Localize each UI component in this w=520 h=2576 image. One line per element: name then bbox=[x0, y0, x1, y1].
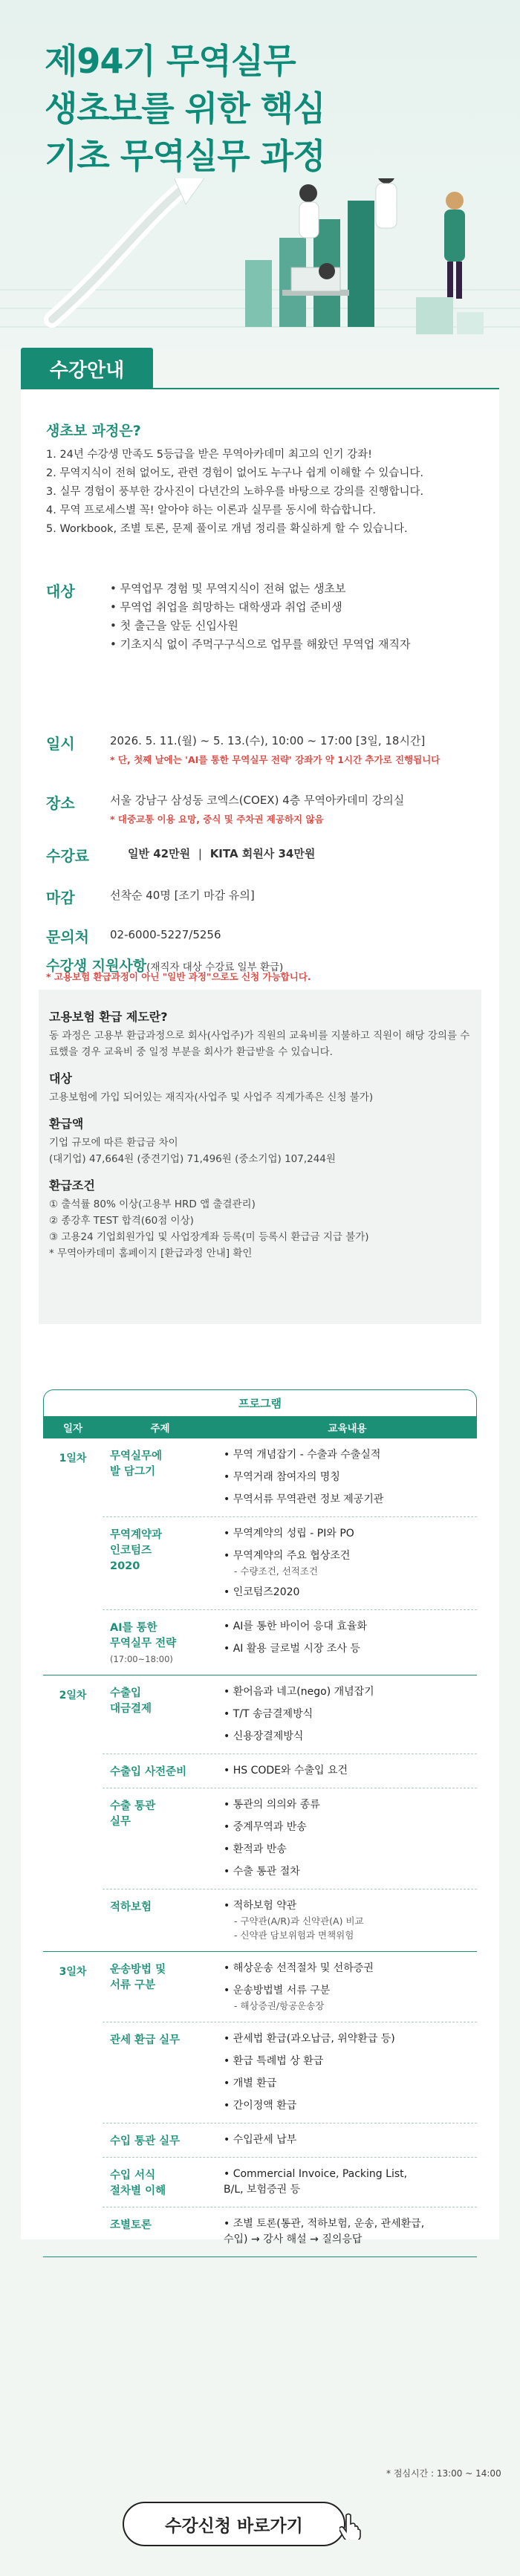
fee-label: 수강료 bbox=[46, 847, 89, 865]
content-item-text: • 중계무역과 반송 bbox=[224, 1821, 307, 1833]
hero-banner bbox=[0, 0, 520, 349]
subject-cell bbox=[103, 1754, 218, 1788]
content-item bbox=[224, 2216, 477, 2248]
subject-cell bbox=[103, 1610, 218, 1675]
content-item-text: • 무역계약의 주요 협상조건 bbox=[224, 1550, 351, 1562]
subject-cell bbox=[103, 1438, 218, 1516]
table-row bbox=[103, 2124, 477, 2158]
content-item-text: • 수출 통관 절차 bbox=[224, 1866, 300, 1878]
refund-question: 고용보험 환급 제도란? bbox=[49, 1010, 168, 1024]
divider bbox=[21, 388, 499, 389]
content-item bbox=[224, 2076, 477, 2092]
content-cell bbox=[218, 1788, 477, 1889]
refund-question-text: 동 과정은 고용부 환급과정으로 회사(사업주)가 직원의 교육비를 지불하고 직원이 해당 강의를 수료했을 경우 교육비 중 일정 부분을 회사가 환급받을 수 있습니다. bbox=[49, 1030, 470, 1058]
content-item-text: • 환적과 반송 bbox=[224, 1843, 287, 1855]
table-row bbox=[103, 1438, 477, 1517]
content-item-text: • 관세법 환급(과오납금, 위약환급 등) bbox=[224, 2033, 395, 2045]
fee-value bbox=[128, 845, 315, 863]
place-text: 서울 강남구 삼성동 코엑스(COEX) 4층 무역아카데미 강의실 bbox=[110, 794, 405, 807]
subject-text: 무역계약과 인코텀즈 2020 bbox=[110, 1529, 163, 1572]
course-intro bbox=[46, 420, 423, 539]
table-row bbox=[103, 1952, 477, 2022]
content-cell bbox=[218, 1517, 477, 1609]
date-note: * 단, 첫째 날에는 'AI를 통한 무역실무 전략' 강좌가 약 1시간 추가로 진행됩니다 bbox=[110, 754, 441, 765]
content-item-text: • Commercial Invoice, Packing List, B/L, 보험증권 등 bbox=[224, 2168, 408, 2196]
refund-condition-line: ② 종강후 TEST 합격(60점 이상) bbox=[49, 1215, 194, 1227]
content-item-text: • 통관의 의의와 종류 bbox=[224, 1799, 320, 1811]
table-row bbox=[103, 1889, 477, 1951]
place-value bbox=[110, 791, 404, 828]
fee-kita: KITA 회원사 34만원 bbox=[209, 847, 316, 860]
content-cell bbox=[218, 1675, 477, 1753]
subject-text: 수출 통관 실무 bbox=[110, 1800, 156, 1828]
table-row bbox=[103, 2022, 477, 2124]
program-header bbox=[43, 1416, 477, 1438]
content-item-text: • 해상운송 선적절차 및 선하증권 bbox=[224, 1962, 374, 1974]
course-intro-line: 4. 무역 프로세스별 꼭! 알아야 하는 이론과 실무를 동시에 학습합니다. bbox=[46, 505, 376, 516]
content-item bbox=[224, 2031, 477, 2047]
course-intro-line: 2. 무역지식이 전혀 없어도, 관련 경험이 없어도 누구나 쉽게 이해할 수 있습니다. bbox=[46, 467, 423, 479]
content-item bbox=[224, 1684, 477, 1700]
content-item bbox=[224, 1797, 477, 1813]
target-label: 대상 bbox=[46, 583, 75, 600]
content-item-text: • 환급 특례법 상 환급 bbox=[224, 2055, 324, 2067]
subject-cell bbox=[103, 1517, 218, 1609]
content-item bbox=[224, 1842, 477, 1858]
content-item-text: • 간이정액 환급 bbox=[224, 2100, 297, 2112]
content-item bbox=[224, 1470, 477, 1485]
hero-title bbox=[45, 37, 325, 180]
table-row bbox=[103, 1754, 477, 1788]
date-value bbox=[110, 732, 440, 769]
subject-time: (17:00~18:00) bbox=[110, 1654, 173, 1664]
fee-separator: | bbox=[198, 847, 202, 860]
course-intro-heading: 생초보 과정은? bbox=[46, 423, 141, 439]
program-body bbox=[43, 1438, 477, 2257]
content-item bbox=[224, 1961, 477, 1976]
table-row bbox=[103, 1610, 477, 1675]
course-intro-line: 5. Workbook, 조별 토론, 문제 풀이로 개념 정리를 확실하게 할 수 있습니다. bbox=[46, 523, 408, 535]
refund-condition-line: ① 출석률 80% 이상(고용부 HRD 앱 출결관리) bbox=[49, 1198, 256, 1210]
table-row bbox=[103, 1788, 477, 1889]
content-item-text: • 무역계약의 성립 - PI와 PO bbox=[224, 1528, 354, 1540]
content-cell bbox=[218, 1952, 477, 2022]
target-list bbox=[110, 580, 410, 654]
content-item-sub: - 수량조건, 선적조건 bbox=[234, 1566, 319, 1577]
content-item-text: • 신용장결제방식 bbox=[224, 1730, 304, 1742]
content-item bbox=[224, 2098, 477, 2114]
refund-target-text: 고용보험에 가입 되어있는 재직자(사업주 및 사업주 직계가족은 신청 불가) bbox=[49, 1091, 374, 1103]
content-cell bbox=[218, 2158, 477, 2207]
date-label: 일시 bbox=[46, 735, 75, 753]
content-item-text: • 무역거래 참여자의 명칭 bbox=[224, 1471, 340, 1483]
day-block bbox=[43, 1675, 477, 1952]
refund-amount-line: (대기업) 47,664원 (중견기업) 71,496원 (중소기업) 107,244원 bbox=[49, 1153, 336, 1165]
table-row bbox=[103, 1675, 477, 1754]
subject-cell bbox=[103, 2124, 218, 2157]
subject-cell bbox=[103, 2022, 218, 2123]
content-item bbox=[224, 1492, 477, 1508]
subject-cell bbox=[103, 1952, 218, 2022]
content-item-text: • 환어음과 네고(nego) 개념잡기 bbox=[224, 1686, 374, 1698]
content-item bbox=[224, 1641, 477, 1657]
target-item: • 무역업무 경험 및 무역지식이 전혀 없는 생초보 bbox=[110, 582, 346, 595]
refund-info-box bbox=[39, 990, 481, 1324]
content-cell bbox=[218, 2124, 477, 2157]
content-item-text: • 적하보험 약관 bbox=[224, 1900, 297, 1912]
date-text: 2026. 5. 11.(월) ~ 5. 13.(수), 10:00 ~ 17:00 [3일, 18시간] bbox=[110, 734, 426, 747]
hero-illustration bbox=[0, 178, 520, 349]
subject-text: 수입 서식 절차별 이해 bbox=[110, 2170, 166, 2197]
content-item-text: • HS CODE와 수출입 요건 bbox=[224, 1765, 348, 1777]
content-item-text: • 인코텀즈2020 bbox=[224, 1586, 300, 1598]
day-label: 1일차 bbox=[59, 1453, 87, 1464]
content-item bbox=[224, 2054, 477, 2069]
content-item-text: • AI를 통한 바이어 응대 효율화 bbox=[224, 1620, 367, 1632]
refund-amount-title: 환급액 bbox=[49, 1117, 84, 1131]
fee-general: 일반 42만원 bbox=[128, 847, 191, 860]
subject-text: AI를 통한 무역실무 전략 bbox=[110, 1622, 177, 1649]
content-cell bbox=[218, 2207, 477, 2257]
content-item bbox=[224, 1585, 477, 1600]
subject-cell bbox=[103, 1675, 218, 1753]
content-item bbox=[224, 1763, 477, 1779]
day-block bbox=[43, 1952, 477, 2257]
content-item bbox=[224, 1864, 477, 1880]
deadline-value: 선착순 40명 [조기 마감 유의] bbox=[110, 889, 255, 902]
subject-text: 수입 통관 실무 bbox=[110, 2135, 181, 2147]
content-item-sub: - 해상증권/항공운송장 bbox=[234, 2000, 325, 2011]
content-item-text: • T/T 송금결제방식 bbox=[224, 1708, 313, 1720]
lunch-note: * 점심시간 : 13:00 ~ 14:00 bbox=[386, 2468, 501, 2479]
content-item-text: • 무역서류 무역관련 정보 제공기관 bbox=[224, 1493, 384, 1505]
table-row bbox=[103, 1517, 477, 1610]
program-title: 프로그램 bbox=[43, 1389, 477, 1416]
refund-condition-line: * 무역아카데미 홈페이지 [환급과정 안내] 확인 bbox=[49, 1248, 253, 1259]
subject-cell bbox=[103, 1889, 218, 1951]
target-item: • 무역업 취업을 희망하는 대학생과 취업 준비생 bbox=[110, 600, 342, 614]
subject-text: 관세 환급 실무 bbox=[110, 2034, 181, 2046]
hero-title-line: 제94기 무역실무 bbox=[45, 41, 296, 81]
subject-cell bbox=[103, 2207, 218, 2257]
header-day: 일자 bbox=[62, 1423, 83, 1435]
content-item bbox=[224, 1526, 477, 1542]
info-tab: 수강안내 bbox=[21, 348, 153, 389]
course-intro-line: 3. 실무 경험이 풍부한 강사진이 다년간의 노하우를 바탕으로 강의를 진행합니다. bbox=[46, 486, 424, 498]
content-item bbox=[224, 1820, 477, 1835]
content-cell bbox=[218, 1889, 477, 1951]
support-heading: 수강생 지원사항 bbox=[46, 958, 147, 974]
deadline-label: 마감 bbox=[46, 889, 75, 906]
content-item bbox=[224, 2167, 477, 2198]
content-item bbox=[224, 1898, 477, 1942]
content-cell bbox=[218, 1438, 477, 1516]
target-item: • 기초지식 없이 주먹구구식으로 업무를 해왔던 무역업 재직자 bbox=[110, 637, 411, 651]
contact-label: 문의처 bbox=[46, 928, 89, 946]
contact-value: 02-6000-5227/5256 bbox=[110, 928, 221, 941]
subject-text: 수출입 대금결제 bbox=[110, 1687, 152, 1715]
subject-text: 무역실무에 발 담그기 bbox=[110, 1450, 163, 1478]
content-item-text: • 개별 환급 bbox=[224, 2077, 277, 2089]
refund-amount-line: 기업 규모에 따른 환급금 차이 bbox=[49, 1137, 178, 1149]
subject-text: 운송방법 및 서류 구분 bbox=[110, 1964, 166, 1991]
apply-button[interactable] bbox=[123, 2502, 345, 2546]
content-cell bbox=[218, 2022, 477, 2123]
content-item-text: • 운송방법별 서류 구분 bbox=[224, 1985, 331, 1996]
content-item-sub: - 구약관(A/R)과 신약관(A) 비교 - 신약관 담보위험과 면책위험 bbox=[234, 1915, 364, 1941]
header-subject: 주제 bbox=[150, 1423, 170, 1435]
apply-button-label: 수강신청 바로가기 bbox=[165, 2516, 303, 2536]
refund-target-title: 대상 bbox=[49, 1071, 72, 1086]
target-item: • 첫 출근을 앞둔 신입사원 bbox=[110, 619, 238, 632]
day-block bbox=[43, 1438, 477, 1675]
refund-condition-line: ③ 고용24 기업회원가입 및 사업장계좌 등록(미 등록시 환급금 지급 불가) bbox=[49, 1231, 369, 1243]
course-intro-line: 1. 24년 수강생 만족도 5등급을 받은 무역아카데미 최고의 인기 강좌! bbox=[46, 449, 372, 461]
place-note: * 대중교통 이용 요망, 중식 및 주차권 제공하지 않음 bbox=[110, 814, 324, 825]
program-table bbox=[43, 1389, 477, 2257]
content-item bbox=[224, 1983, 477, 2013]
content-item-text: • AI 활용 글로벌 시장 조사 등 bbox=[224, 1643, 360, 1655]
support-note: * 고용보험 환급과정이 아닌 "일반 과정"으로도 신청 가능합니다. bbox=[46, 971, 311, 982]
table-row bbox=[103, 2158, 477, 2207]
subject-cell bbox=[103, 1788, 218, 1889]
content-item bbox=[224, 1447, 477, 1463]
pointer-hand-icon bbox=[339, 2513, 362, 2540]
place-label: 장소 bbox=[46, 794, 75, 812]
subject-text: 수출입 사전준비 bbox=[110, 1766, 187, 1778]
subject-text: 조별토론 bbox=[110, 2219, 152, 2231]
content-cell bbox=[218, 1610, 477, 1675]
content-item-text: • 조별 토론(통관, 적하보험, 운송, 관세환급, 수입) → 강사 해설 → 질의응답 bbox=[224, 2218, 425, 2245]
person-figure bbox=[299, 184, 319, 238]
content-item bbox=[224, 1707, 477, 1722]
day-label: 2일차 bbox=[59, 1690, 87, 1701]
hero-title-line: 생초보를 위한 핵심 bbox=[45, 88, 325, 129]
subject-text: 적하보험 bbox=[110, 1901, 152, 1913]
table-row bbox=[103, 2207, 477, 2257]
content-item-text: • 무역 개념잡기 - 수출과 수출실적 bbox=[224, 1449, 381, 1461]
content-item-text: • 수입관세 납부 bbox=[224, 2134, 297, 2146]
content-item bbox=[224, 1619, 477, 1635]
content-item bbox=[224, 1729, 477, 1745]
refund-condition-title: 환급조건 bbox=[49, 1178, 95, 1193]
content-item bbox=[224, 1548, 477, 1578]
header-content: 교육내용 bbox=[328, 1423, 367, 1435]
content-cell bbox=[218, 1754, 477, 1788]
subject-cell bbox=[103, 2158, 218, 2207]
content-item bbox=[224, 2132, 477, 2148]
support-heading-sub: (재직자 대상 수강료 일부 환급) bbox=[146, 961, 284, 973]
day-label: 3일차 bbox=[59, 1966, 87, 1978]
hero-title-line: 기초 무역실무 과정 bbox=[45, 136, 325, 176]
